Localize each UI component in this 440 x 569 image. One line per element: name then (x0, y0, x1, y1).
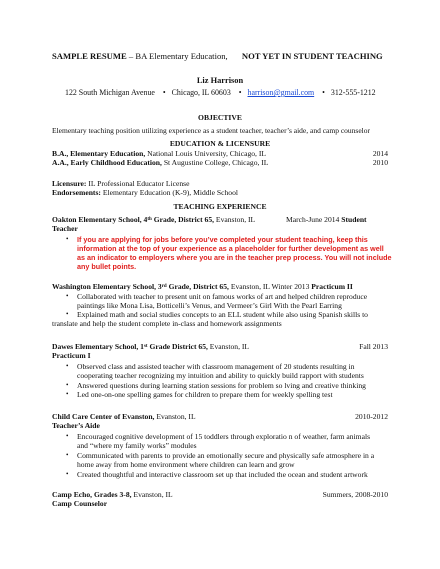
resume-subtitle: – BA Elementary Education, (128, 51, 228, 61)
job-role-continued: Teacher (52, 224, 78, 233)
separator-bullet: • (238, 88, 242, 97)
list-bullet: • (66, 381, 69, 389)
grade: Grade, District 65, (166, 282, 229, 291)
school-name: Dawes Elementary School, 1 (52, 342, 144, 351)
job-role: Practicum I (52, 351, 91, 360)
candidate-name: Liz Harrison (196, 76, 244, 85)
list-item: Communicated with parents to provide an emotionally secure and physically safe atmosphere in a (77, 451, 375, 460)
school-name: Child Care Center of Evanston, (52, 412, 155, 421)
email-link[interactable]: harrison@gmail.com (247, 88, 315, 97)
grade: Grade, District 65, (151, 215, 215, 224)
phone: 312-555-1212 (330, 88, 376, 97)
status-label: NOT YET IN STUDENT TEACHING (241, 51, 383, 61)
ordinal-suffix: st (143, 344, 148, 349)
list-item-cont: home away from home environment where children can learn and grow (77, 460, 295, 469)
location: Evanston, IL (214, 215, 256, 224)
school-name: Camp Echo, Grades 3-8, (52, 490, 132, 499)
education-item (52, 158, 268, 167)
contact-line (65, 88, 376, 97)
list-item: Observed class and assisted teacher with classroom management of 20 students resulting in (77, 362, 355, 371)
note-line: as an indicator to employers where you are in the teacher prep process. You will not include (77, 253, 392, 262)
job-role: Teacher’s Aide (52, 421, 100, 430)
school: National Louis University, Chicago, IL (145, 149, 267, 158)
objective-text: Elementary teaching position utilizing experience as a student teacher, teacher’s aide, and camp counselor (52, 126, 370, 135)
separator-bullet: • (162, 88, 166, 97)
list-item: Answered questions during learning station sessions for problem so lving and creative thinking (77, 381, 366, 390)
address: 122 South Michigan Avenue (65, 88, 155, 97)
list-item-cont: and “where my family works” modules (77, 441, 197, 450)
location: Evanston, IL (131, 490, 173, 499)
list-item-cont: paintings like Mona Lisa, Botticelli’s Venus, and Vermeer’s Girl With the Pearl Earring (77, 301, 342, 310)
school-name: Oakton Elementary School, 4 (52, 215, 148, 224)
endorsements-line (52, 188, 238, 197)
note-line: any bullet points. (77, 262, 137, 271)
note-line: If you are applying for jobs before you’ve completed your student teaching, keep this (77, 235, 368, 244)
list-item: Led one-on-one spelling games for children to prepare them for weekly spelling test (77, 390, 333, 399)
education-year: 2010 (372, 158, 388, 167)
list-bullet: • (66, 451, 69, 459)
job-title-line (52, 490, 173, 499)
list-bullet: • (66, 390, 69, 398)
list-bullet: • (66, 470, 69, 478)
ordinal-suffix: rd (161, 284, 167, 289)
endorsements-label: Endorsements: (52, 188, 101, 197)
location: Evanston, IL (207, 342, 250, 351)
school: St Augustine College, Chicago, IL (161, 158, 269, 167)
job-date: 2010-2012 (355, 412, 388, 421)
degree: B.A., Elementary Education, (52, 149, 146, 158)
experience-heading: TEACHING EXPERIENCE (173, 202, 267, 211)
licensure-line (52, 179, 190, 188)
job-role: Camp Counselor (52, 499, 108, 508)
list-bullet: • (66, 310, 69, 318)
list-item: Collaborated with teacher to present unit on famous works of art and helped children reproduce (77, 292, 368, 301)
endorsements-value: Elementary Education (K-9), Middle School (100, 188, 239, 197)
job-date: Fall 2013 (359, 342, 388, 351)
location: Evanston, IL (154, 412, 196, 421)
job-role: Student (341, 215, 367, 224)
job-date: March-June 2014 (286, 215, 342, 224)
list-item: Encouraged cognitive development of 15 toddlers through exploratio n of weather, farm animals (77, 432, 371, 441)
job-title-line (52, 215, 255, 224)
grade: Grade District 65, (147, 342, 208, 351)
resume-header (52, 52, 383, 61)
ordinal-suffix: th (147, 217, 152, 222)
list-item: Created thoughtful and interactive classroom set up that included the ocean and student artwork (77, 470, 368, 479)
list-item: Explained math and social studies concepts to an ELL student while also using Spanish skills to (77, 310, 368, 319)
education-heading: EDUCATION & LICENSURE (169, 139, 271, 148)
job-title-line (52, 342, 249, 351)
list-item-cont: cooperating teacher recognizing my intuition and ability to quickly build rapport with students (77, 371, 364, 380)
objective-heading: OBJECTIVE (198, 113, 242, 122)
note-bullet: • (66, 235, 69, 243)
sample-resume-label: SAMPLE RESUME (52, 51, 127, 61)
licensure-label: Licensure: (52, 179, 87, 188)
education-item (52, 149, 266, 158)
location: Evanston, IL Winter 2013 (228, 282, 312, 291)
job-title-line (52, 282, 353, 291)
job-title-line (52, 412, 196, 421)
city: Chicago, IL 60603 (171, 88, 231, 97)
job-date-line (286, 215, 367, 224)
job-date: Summers, 2008-2010 (322, 490, 388, 499)
list-bullet: • (66, 362, 69, 370)
list-bullet: • (66, 292, 69, 300)
school-name: Washington Elementary School, 3 (52, 282, 162, 291)
separator-bullet: • (322, 88, 325, 97)
licensure-value: IL Professional Educator License (86, 179, 190, 188)
list-item-cont: translate and help the student complete in-class and homework assignments (52, 319, 282, 328)
degree: A.A., Early Childhood Education, (52, 158, 162, 167)
note-line: information at the top of your experience as a placeholder for further development as well (77, 244, 384, 253)
list-bullet: • (66, 432, 69, 440)
job-role: Practicum II (311, 282, 353, 291)
education-year: 2014 (372, 149, 388, 158)
